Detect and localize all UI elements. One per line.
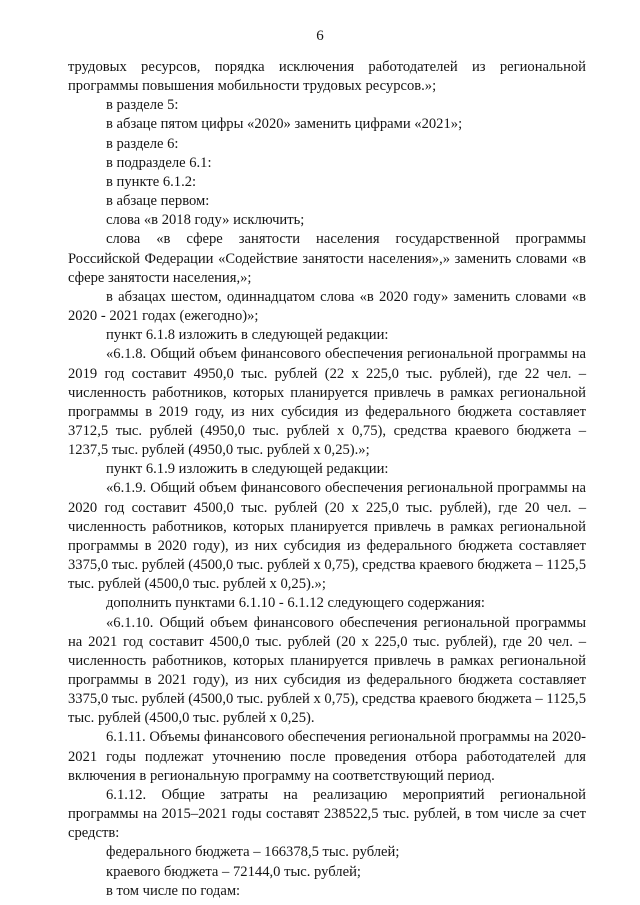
paragraph: краевого бюджета – 72144,0 тыс. рублей;: [106, 863, 361, 880]
paragraph: в пункте 6.1.2:: [106, 173, 197, 190]
paragraph: «6.1.9. Общий объем финансового обеспечения региональной программы на 2020 год составит 4500,0 тыс. рублей (20 х 225,0 тыс. рублей), где 20 чел. – численность работников, которых планируется привлечь в рамках региональной программы в 2020 году), из них субсидия из федерального бюджета составляет 3375,0 тыс. рублей (4500,0 тыс. рублей х 0,75), средства краевого бюджета – 1125,5 тыс. рублей (4500,0 тыс. рублей х 0,25).»;: [68, 480, 586, 593]
paragraph: 6.1.11. Объемы финансового обеспечения региональной программы на 2020-2021 годы подлежат уточнению после проведения отбора работодателей для включения в региональную программу на соответствующий период.: [68, 729, 586, 784]
paragraph: пункт 6.1.8 изложить в следующей редакции:: [106, 327, 389, 344]
document-body: [68, 58, 586, 901]
paragraph: 6.1.12. Общие затраты на реализацию мероприятий региональной программы на 2015–2021 годы составят 238522,5 тыс. рублей, в том числе за счет средств:: [68, 786, 586, 842]
paragraph: в том числе по годам:: [106, 882, 241, 899]
paragraph: слова «в 2018 году» исключить;: [106, 212, 305, 229]
paragraph: федерального бюджета – 166378,5 тыс. рублей;: [106, 844, 400, 861]
paragraph: «6.1.10. Общий объем финансового обеспечения региональной программы на 2021 год составит 4500,0 тыс. рублей (20 х 225,0 тыс. рублей), где 20 чел. – численность работников, которых планируется привлечь в рамках региональной программы в 2021 году), из них субсидия из федерального бюджета составляет 3375,0 тыс. рублей (4500,0 тыс. рублей х 0,75), средства краевого бюджета – 1125,5 тыс. рублей (4500,0 тыс. рублей х 0,25).: [68, 614, 586, 727]
paragraph: в подразделе 6.1:: [106, 154, 212, 171]
paragraph: в разделе 5:: [106, 97, 179, 114]
paragraph: в абзацах шестом, одиннадцатом слова «в 2020 году» заменить словами «в 2020 - 2021 годах (ежегодно)»;: [68, 288, 586, 325]
paragraph: слова «в сфере занятости населения государственной программы Российской Федерации «Содействие занятости населения»,» заменить словами «в сфере занятости населения,»;: [68, 231, 586, 286]
paragraph: «6.1.8. Общий объем финансового обеспечения региональной программы на 2019 год составит 4950,0 тыс. рублей (22 х 225,0 тыс. рублей), где 22 чел. – численность работников, которых планируется привлечь в рамках региональной программы в 2019 году, из них субсидия из федерального бюджета составляет 3712,5 тыс. рублей (4950,0 тыс. рублей х 0,75), средства краевого бюджета – 1237,5 тыс. рублей (4950,0 тыс. рублей х 0,25).»;: [68, 346, 586, 459]
page-number: 6: [316, 28, 324, 44]
paragraph: в абзаце пятом цифры «2020» заменить цифрами «2021»;: [106, 116, 463, 133]
paragraph: трудовых ресурсов, порядка исключения работодателей из региональной программы повышения мобильности трудовых ресурсов.»;: [68, 59, 586, 95]
paragraph: в абзаце первом:: [106, 193, 210, 210]
paragraph: пункт 6.1.9 изложить в следующей редакции:: [106, 461, 389, 478]
paragraph: дополнить пунктами 6.1.10 - 6.1.12 следующего содержания:: [106, 595, 485, 612]
paragraph: в разделе 6:: [106, 135, 179, 152]
